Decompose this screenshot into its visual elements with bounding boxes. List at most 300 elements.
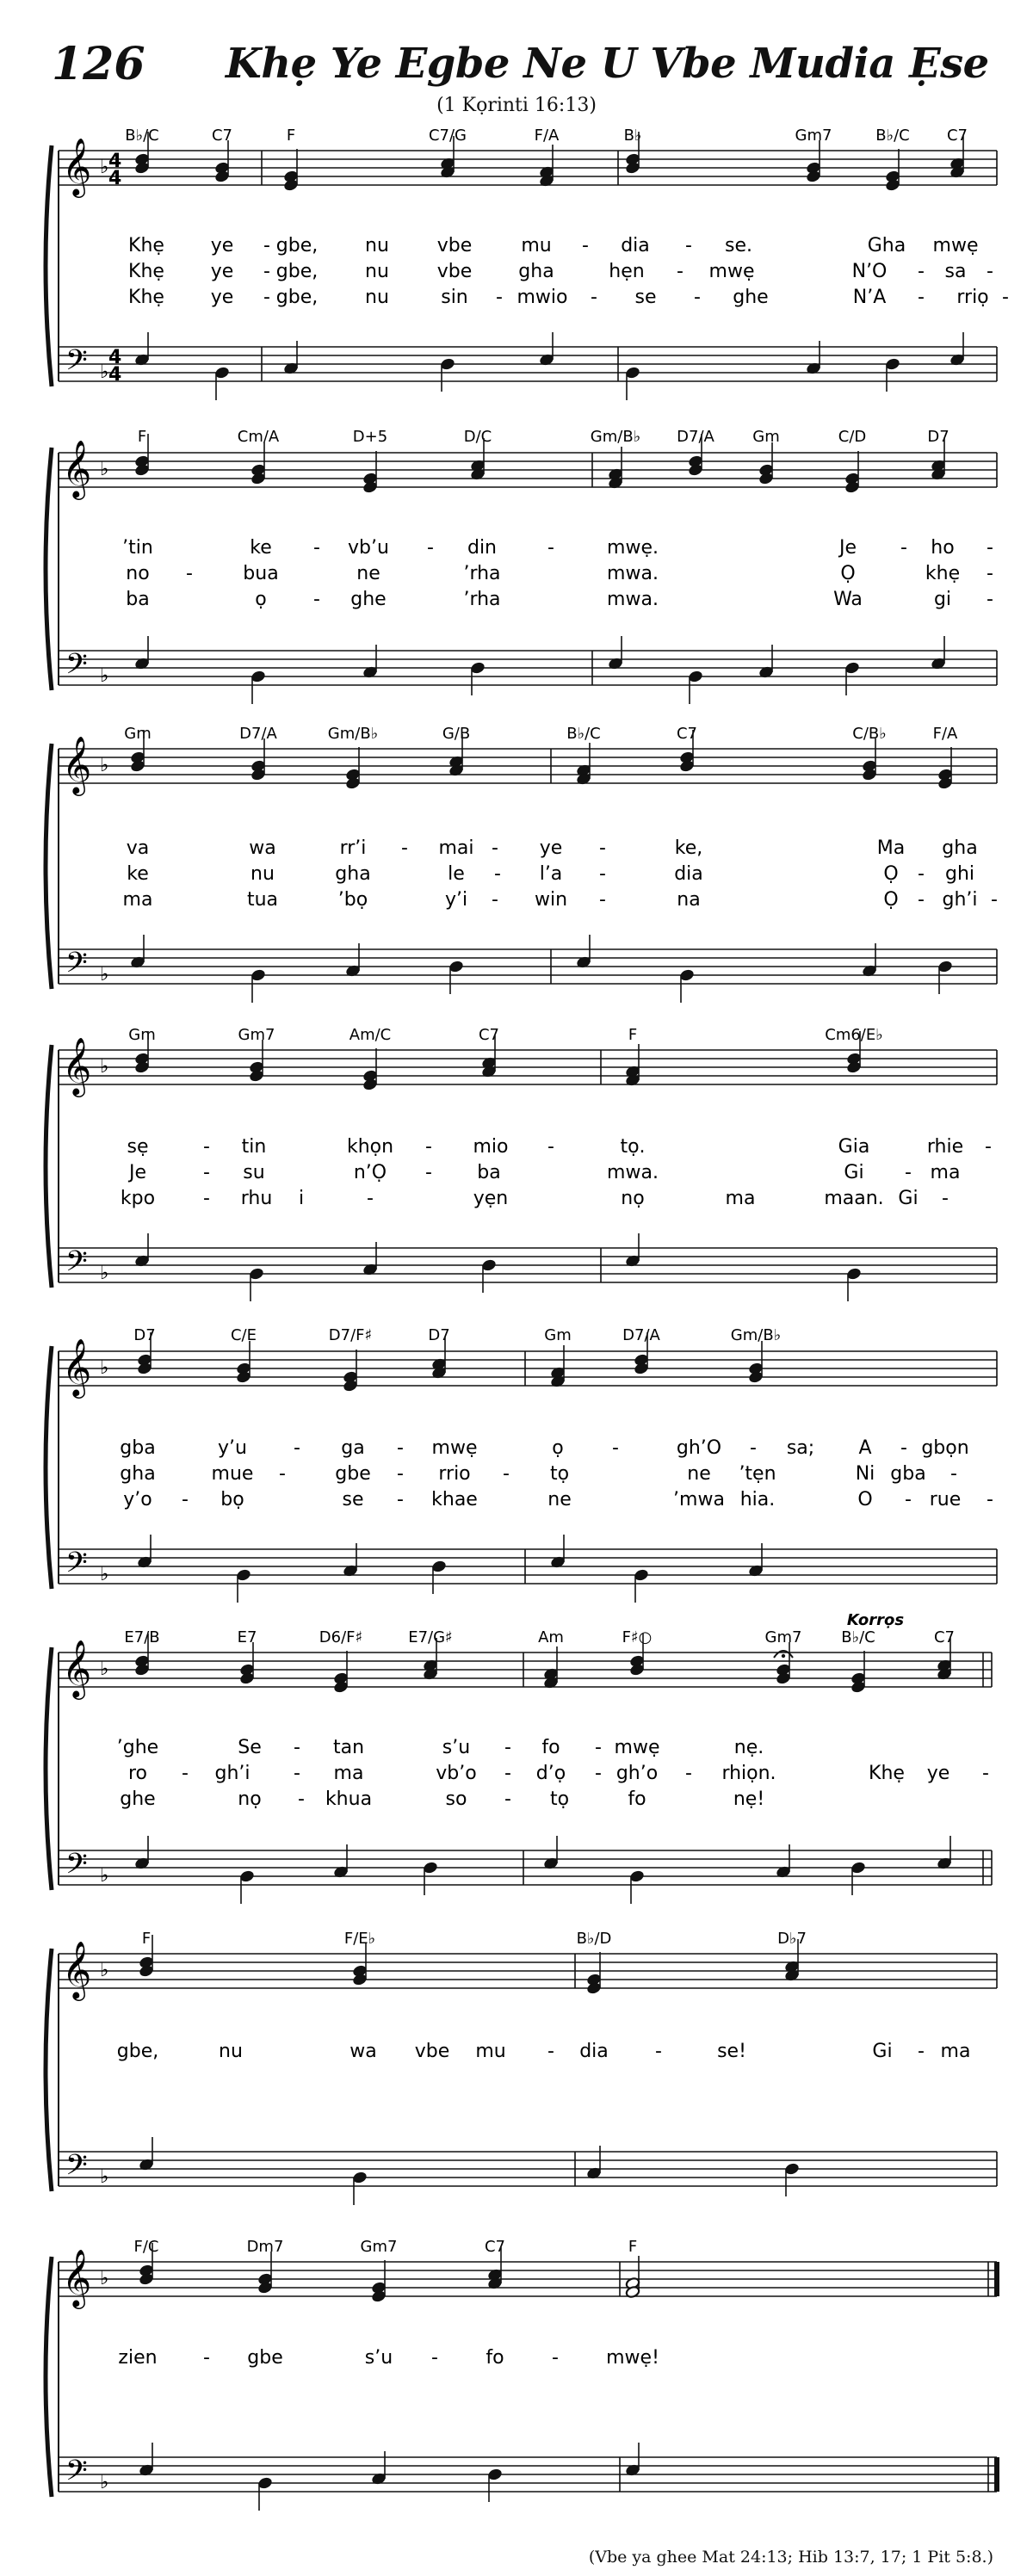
lyric-syllable: rhiọn.: [721, 1763, 776, 1784]
lyric-syllable: -: [591, 287, 597, 308]
chord-symbol: D7/A: [677, 428, 714, 446]
chord-symbol: F: [141, 1930, 152, 1948]
lyric-syllable: mwẹ.: [607, 537, 659, 559]
lyric-syllable: mwa.: [607, 589, 659, 610]
lyric-syllable: gh’i: [214, 1763, 251, 1784]
lyric-syllable: su: [243, 1162, 265, 1183]
chord-symbol: F♯○: [622, 1628, 653, 1646]
chord-symbol: Gm7: [238, 1026, 275, 1044]
lyric-syllable: tin: [241, 1136, 267, 1158]
lyric-syllable: -: [397, 1489, 404, 1510]
lyric-syllable: -: [599, 837, 606, 859]
lyric-syllable: Gha: [867, 235, 906, 256]
lyric-syllable: -: [547, 537, 554, 559]
chord-symbol: Gm7: [360, 2238, 398, 2256]
staff-bracket: [46, 744, 52, 989]
lyric-syllable: -: [987, 563, 993, 584]
note-head: [846, 1060, 862, 1073]
lyric-syllable: kpo: [120, 1188, 156, 1209]
note-head: [371, 2289, 387, 2302]
lyric-syllable: ga: [341, 1437, 365, 1459]
lyric-syllable: ’rha: [463, 563, 501, 584]
note-head: [851, 1861, 866, 1874]
treble-clef: 𝄞: [62, 1639, 92, 1697]
lyric-syllable: -: [905, 1489, 912, 1510]
lyric-syllable: gbe,: [116, 2041, 159, 2062]
lyric-syllable: -: [431, 2347, 438, 2369]
lyric-syllable: dia: [579, 2041, 609, 2062]
treble-clef: 𝄞: [62, 735, 92, 794]
lyric-syllable: yẹn: [473, 1188, 509, 1209]
lyric-syllable: ọ: [552, 1437, 564, 1459]
lyric-syllable: -: [279, 1463, 286, 1485]
note-head: [134, 1663, 150, 1676]
lyric-syllable: ke,: [674, 837, 703, 859]
note-head: [688, 670, 703, 683]
note-head: [487, 2468, 503, 2480]
note-head: [851, 1680, 866, 1693]
note-head: [634, 1568, 649, 1581]
note-head: [249, 1267, 264, 1280]
lyric-syllable: khẹ: [925, 563, 961, 584]
chord-symbol: C7: [484, 2238, 506, 2256]
lyric-syllable: y’u: [218, 1437, 247, 1459]
lyric-syllable: -: [182, 1763, 189, 1784]
lyric-syllable: sin: [441, 287, 468, 308]
lyric-syllable: -: [203, 1136, 210, 1158]
lyric-syllable: nẹ.: [733, 1737, 764, 1758]
lyric-syllable: ne: [356, 563, 380, 584]
lyric-syllable: se: [342, 1489, 364, 1510]
note-head: [139, 1964, 154, 1977]
lyric-syllable: -: [900, 1437, 907, 1459]
key-flat: ♭: [100, 755, 109, 776]
note-head: [431, 1560, 447, 1572]
lyric-syllable: ke: [250, 537, 272, 559]
chord-symbol: B♭/C: [875, 127, 910, 145]
lyric-syllable: ’rha: [463, 589, 501, 610]
chord-symbol: G/B: [442, 725, 471, 743]
lyric-syllable: ’tin: [122, 537, 153, 559]
note-head: [625, 366, 640, 379]
chord-symbol: D/C: [463, 428, 492, 446]
lyric-syllable: -: [950, 1463, 957, 1485]
lyric-syllable: Je: [838, 537, 857, 559]
chord-symbol: C7/G: [428, 127, 467, 145]
note-head: [448, 960, 464, 973]
lyric-syllable: -: [313, 589, 320, 610]
lyric-syllable: va: [126, 837, 150, 859]
lyric-syllable: -: [294, 1737, 300, 1758]
lyric-syllable: khọn: [346, 1136, 394, 1158]
lyric-syllable: -: [987, 1489, 993, 1510]
note-head: [251, 968, 266, 981]
note-head: [134, 1060, 150, 1073]
note-head: [134, 161, 150, 174]
lyric-syllable: -: [263, 287, 270, 308]
key-flat: ♭: [100, 1960, 109, 1981]
key-flat: ♭: [100, 1357, 109, 1379]
lyric-syllable: no: [126, 563, 150, 584]
lyric-syllable: Gi: [872, 2041, 893, 2062]
chord-symbol: F/C: [133, 2238, 159, 2256]
lyric-syllable: Khẹ: [869, 1763, 905, 1784]
lyric-syllable: mwa.: [607, 1162, 659, 1183]
lyric-syllable: -: [595, 1737, 602, 1758]
lyric-syllable: Wa: [833, 589, 863, 610]
lyric-syllable: win: [534, 889, 568, 911]
lyric-syllable: ghi: [944, 863, 975, 885]
note-head: [806, 170, 821, 182]
chord-symbol: Am/C: [349, 1026, 392, 1044]
lyric-syllable: -: [685, 235, 692, 256]
lyric-syllable: -: [918, 261, 925, 282]
note-head: [844, 480, 860, 493]
treble-staff: [59, 151, 997, 185]
scripture-reference: (1 Kọrinti 16:13): [436, 95, 597, 116]
chord-symbol: Cm6/E♭: [825, 1026, 883, 1044]
note-head: [251, 472, 266, 485]
chord-symbol: B♭/C: [566, 725, 601, 743]
lyric-syllable: gbe: [335, 1463, 371, 1485]
lyric-syllable: y’o: [123, 1489, 152, 1510]
treble-clef: 𝄞: [62, 137, 92, 195]
chord-symbol: F: [628, 1026, 638, 1044]
lyric-syllable: -: [918, 863, 925, 885]
lyric-syllable: Khẹ: [128, 261, 164, 282]
lyric-syllable: O: [857, 1489, 873, 1510]
lyric-syllable: sẹ: [127, 1136, 149, 1158]
lyric-syllable: bua: [243, 563, 279, 584]
lyric-syllable: -: [425, 1136, 432, 1158]
chord-symbol: C7: [676, 725, 698, 743]
lyric-syllable: mwẹ: [431, 1437, 478, 1459]
lyric-syllable: y’i: [444, 889, 468, 911]
key-flat: ♭: [100, 459, 109, 480]
chord-symbol: B♭/C: [841, 1628, 875, 1646]
lyric-syllable: -: [496, 287, 503, 308]
lyric-syllable: tua: [246, 889, 279, 911]
lyric-syllable: rr’i: [339, 837, 367, 859]
lyric-syllable: vb’o: [436, 1763, 477, 1784]
lyric-syllable: mwio: [516, 287, 568, 308]
chord-symbol: D+5: [352, 428, 388, 446]
lyric-syllable: -: [750, 1437, 757, 1459]
lyric-syllable: gba: [120, 1437, 156, 1459]
staff-bracket: [46, 2257, 52, 2497]
lyric-syllable: ’tẹn: [739, 1463, 776, 1485]
lyric-syllable: nu: [251, 863, 275, 885]
note-head: [634, 1362, 649, 1374]
lyric-syllable: gha: [942, 837, 978, 859]
lyric-syllable: vbe: [436, 235, 473, 256]
key-flat: ♭: [100, 1263, 109, 1284]
bass-clef: 𝄢: [65, 344, 88, 384]
lyric-syllable: Khẹ: [128, 235, 164, 256]
lyric-syllable: rhu: [240, 1188, 273, 1209]
lyric-syllable: ye: [926, 1763, 950, 1784]
time-signature-numerator: 4: [108, 151, 122, 172]
lyric-syllable: nu: [219, 2041, 243, 2062]
lyric-syllable: -: [694, 287, 701, 308]
chord-symbol: Gm/B♭: [730, 1326, 782, 1344]
lyric-syllable: mwẹ: [614, 1737, 660, 1758]
lyric-syllable: i: [298, 1188, 305, 1209]
note-head: [352, 1973, 368, 1986]
lyric-syllable: ọ: [255, 589, 267, 610]
lyric-syllable: gh’o: [615, 1763, 659, 1784]
bass-clef: 𝄢: [65, 1245, 88, 1285]
lyric-syllable: nọ: [238, 1788, 262, 1810]
note-head: [345, 776, 361, 789]
chord-symbol: Dm7: [246, 2238, 284, 2256]
lyric-syllable: Khẹ: [128, 287, 164, 308]
staff-bracket: [46, 448, 52, 690]
lyric-syllable: -: [397, 1463, 404, 1485]
lyric-syllable: mwẹ: [932, 235, 979, 256]
key-flat: ♭: [100, 157, 109, 178]
key-flat: ♭: [100, 2166, 109, 2188]
lyric-syllable: fo: [486, 2347, 504, 2369]
lyric-syllable: -: [182, 1489, 189, 1510]
chord-symbol: Gm/B♭: [327, 725, 379, 743]
lyric-syllable: -: [494, 863, 501, 885]
chord-symbol: D♭7: [777, 1930, 807, 1948]
lyric-syllable: hia.: [739, 1489, 776, 1510]
note-head: [333, 1680, 349, 1693]
lyric-syllable: N’A: [852, 287, 887, 308]
note-head: [470, 661, 486, 674]
lyric-syllable: so: [445, 1788, 467, 1810]
lyric-syllable: -: [186, 563, 193, 584]
time-signature-denominator: 4: [108, 168, 122, 189]
lyric-syllable: nẹ!: [733, 1788, 765, 1810]
lyric-syllable: -: [397, 1437, 404, 1459]
chord-symbol: D6/F♯: [319, 1628, 363, 1646]
note-head: [625, 161, 640, 174]
lyric-syllable: mue: [211, 1463, 254, 1485]
lyric-syllable: gbọn: [921, 1437, 969, 1459]
lyric-syllable: ba: [477, 1162, 501, 1183]
key-flat: ♭: [100, 2268, 109, 2289]
note-head: [283, 178, 299, 191]
lyric-syllable: ba: [126, 589, 150, 610]
note-head: [236, 1568, 251, 1581]
lyric-syllable: ne: [547, 1489, 572, 1510]
lyric-syllable: nu: [365, 287, 389, 308]
lyric-syllable: l’a: [539, 863, 563, 885]
lyric-syllable: -: [313, 537, 320, 559]
lyric-syllable: -: [918, 2041, 925, 2062]
lyric-syllable: ’mwa: [673, 1489, 725, 1510]
lyric-syllable: -: [294, 1763, 300, 1784]
lyric-syllable: ghe: [120, 1788, 156, 1810]
note-head: [251, 768, 266, 781]
time-signature-numerator: 4: [108, 347, 122, 368]
chord-symbol: C/E: [230, 1326, 257, 1344]
lyric-syllable: vbe: [436, 261, 473, 282]
chord-symbol: Gm: [752, 428, 780, 446]
chord-symbol: E7/B: [124, 1628, 160, 1646]
lyric-syllable: khae: [431, 1489, 478, 1510]
lyric-syllable: tọ.: [620, 1136, 646, 1158]
fermata-dot: [782, 1654, 785, 1658]
key-flat: ♭: [100, 1659, 109, 1680]
bass-staff: [59, 2457, 997, 2492]
lyric-syllable: rriọ: [956, 287, 989, 308]
lyric-syllable: gha: [120, 1463, 156, 1485]
lyric-syllable: ye: [210, 235, 234, 256]
chord-symbol: F/A: [534, 127, 560, 145]
lyric-syllable: -: [401, 837, 408, 859]
lyric-syllable: ghe: [733, 287, 769, 308]
chord-symbol: C7: [946, 127, 968, 145]
lyric-syllable: -: [655, 2041, 662, 2062]
note-head: [130, 759, 145, 772]
lyric-syllable: -: [504, 1788, 511, 1810]
note-head: [134, 463, 150, 476]
treble-staff: [59, 2262, 997, 2296]
lyric-syllable: -: [298, 1788, 305, 1810]
lyric-syllable: -: [685, 1763, 692, 1784]
note-head: [629, 1663, 645, 1676]
hymn-number: 126: [52, 38, 145, 90]
note-head: [352, 2171, 368, 2184]
bass-clef: 𝄢: [65, 1547, 88, 1586]
chord-symbol: Cm/A: [237, 428, 280, 446]
lyric-syllable: sa;: [786, 1437, 815, 1459]
note-head: [139, 2272, 154, 2285]
footer-scripture-references: (Vbe ya ghee Mat 24:13; Hib 13:7, 17; 1 Pit 5:8.): [588, 2548, 993, 2567]
lyric-syllable: din: [467, 537, 498, 559]
note-head: [440, 357, 455, 370]
lyric-syllable: Ni: [855, 1463, 875, 1485]
chord-symbol: D7: [428, 1326, 450, 1344]
lyric-syllable: -: [547, 2041, 554, 2062]
lyric-syllable: -: [985, 1136, 992, 1158]
note-head: [423, 1861, 438, 1874]
note-head: [481, 1258, 497, 1271]
note-head: [885, 178, 900, 191]
chord-symbol: Gm: [124, 725, 152, 743]
lyric-syllable: -: [599, 889, 606, 911]
lyric-syllable: gha: [518, 261, 554, 282]
key-flat: ♭: [100, 1056, 109, 1078]
chord-symbol: F: [137, 428, 147, 446]
note-head: [257, 2281, 273, 2294]
note-head: [629, 1869, 645, 1882]
chord-symbol: E7/G♯: [408, 1628, 453, 1646]
note-head: [236, 1370, 251, 1383]
lyric-syllable: maan.: [824, 1188, 884, 1209]
lyric-syllable: -: [991, 889, 998, 911]
lyric-syllable: ma: [122, 889, 153, 911]
lyric-syllable: -: [599, 863, 606, 885]
chord-symbol: D7: [927, 428, 949, 446]
chord-symbol: C7: [478, 1026, 500, 1044]
lyric-syllable: gha: [335, 863, 371, 885]
note-head: [343, 1379, 358, 1392]
chord-symbol: Gm/B♭: [590, 428, 641, 446]
lyric-syllable: nu: [365, 235, 389, 256]
lyric-syllable: mwẹ!: [606, 2347, 659, 2369]
lyric-syllable: na: [677, 889, 701, 911]
lyric-syllable: Gi: [898, 1188, 919, 1209]
lyric-syllable: -: [504, 1763, 511, 1784]
lyric-syllable: A: [858, 1437, 872, 1459]
lyric-syllable: -: [492, 837, 498, 859]
chord-symbol: C/D: [838, 428, 867, 446]
lyric-syllable: n’Ọ: [353, 1162, 387, 1183]
chord-symbol: C7: [933, 1628, 956, 1646]
lyric-syllable: -: [503, 1463, 510, 1485]
note-head: [239, 1671, 255, 1684]
lyric-syllable: wa: [249, 837, 276, 859]
chord-symbol: Gm: [544, 1326, 572, 1344]
treble-clef: 𝄞: [62, 1036, 92, 1095]
bass-clef: 𝄢: [65, 2455, 88, 2494]
time-signature-denominator: 4: [108, 364, 122, 386]
lyric-syllable: vbe: [414, 2041, 450, 2062]
note-head: [844, 661, 860, 674]
lyric-syllable: s’u: [364, 2347, 393, 2369]
lyric-syllable: -: [294, 1437, 300, 1459]
lyric-syllable: gbe,: [275, 261, 319, 282]
note-head: [776, 1671, 791, 1684]
staff-bracket: [46, 1045, 52, 1288]
lyric-syllable: -: [263, 261, 270, 282]
lyric-syllable: ma: [930, 1162, 961, 1183]
lyric-syllable: se.: [725, 235, 752, 256]
lyric-syllable: mu: [521, 235, 552, 256]
chord-symbol: D7/A: [622, 1326, 660, 1344]
lyric-syllable: Ọ: [883, 863, 899, 885]
lyric-syllable: -: [677, 261, 684, 282]
lyric-syllable: d’ọ: [535, 1763, 566, 1784]
lyric-syllable: -: [425, 1162, 432, 1183]
lyric-syllable: tọ: [549, 1788, 570, 1810]
lyric-syllable: sa: [944, 261, 967, 282]
lyric-syllable: nọ: [621, 1188, 645, 1209]
lyric-syllable: ye: [210, 287, 234, 308]
lyric-syllable: Ma: [876, 837, 906, 859]
key-flat: ♭: [100, 964, 109, 985]
hymn-title: Khẹ Ye Egbe Ne U Vbe Mudia Ẹse: [226, 40, 989, 88]
lyric-syllable: -: [552, 2347, 559, 2369]
bass-staff: [59, 347, 997, 381]
note-head: [362, 1078, 378, 1090]
lyric-syllable: dia: [621, 235, 650, 256]
chord-symbol: B♭/D: [576, 1930, 612, 1948]
lyric-syllable: nu: [365, 261, 389, 282]
lyric-syllable: Gi: [844, 1162, 864, 1183]
staff-bracket: [46, 1949, 52, 2191]
chord-symbol: B♭/C: [125, 127, 159, 145]
lyric-syllable: -: [504, 1737, 511, 1758]
bass-clef: 𝄢: [65, 1848, 88, 1887]
lyric-syllable: ma: [725, 1188, 756, 1209]
lyric-syllable: -: [492, 889, 498, 911]
chord-symbol: D7/A: [239, 725, 277, 743]
bass-clef: 𝄢: [65, 648, 88, 688]
lyric-syllable: tan: [332, 1737, 365, 1758]
key-flat: ♭: [100, 1865, 109, 1887]
lyric-syllable: ma: [333, 1763, 364, 1784]
lyric-syllable: -: [582, 235, 589, 256]
lyric-syllable: ’ghe: [116, 1737, 159, 1758]
lyric-syllable: gi: [933, 589, 952, 610]
lyric-syllable: ne: [687, 1463, 711, 1485]
